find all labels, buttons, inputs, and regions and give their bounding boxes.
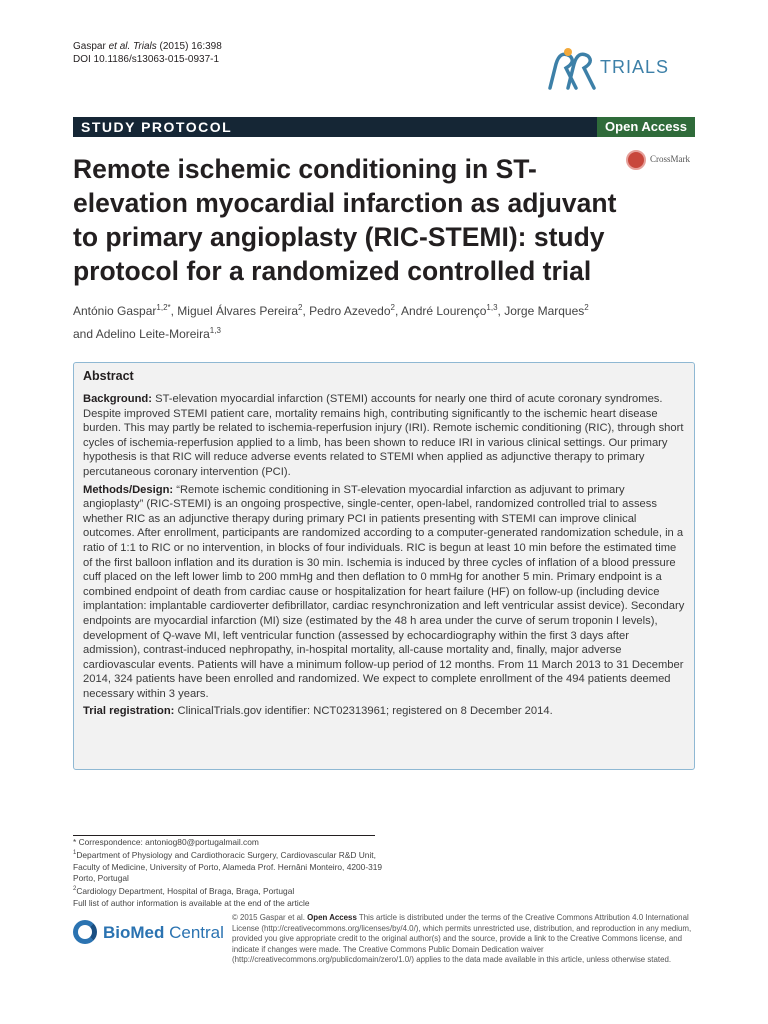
affiliation-2: $^2$Cardiology Department, Hospital of Braga, Braga, Portugal xyxy=(73,886,295,897)
author[interactable]: Jorge Marques$^2$ xyxy=(504,303,589,318)
author[interactable]: António Gaspar$^{1,2*}$ xyxy=(73,303,171,318)
abstract-body xyxy=(83,392,687,719)
license-text: © 2015 Gaspar et al. Open Access This article is distributed under the terms of the Creative Commons Attribution 4.0 International License (http://creativecommons.org/licenses/by/4.0/), which permits unrestricted use, distribution, and reproduction in any medium, provided you give appropriate credit to the original author(s) and the source, provide a link to the Creative Commons license, and indicate if changes were made. The Creative Commons Public Domain Dedication waiver (http://creativecommons.org/publicdomain/zero/1.0/) applies to the data made available in this article, unless otherwise stated. xyxy=(232,913,692,965)
article-type: STUDY PROTOCOL xyxy=(81,119,233,135)
biomed-central-icon xyxy=(73,920,97,944)
author-list: António Gaspar$^{1,2*}$, Miguel Álvares Pereira$^2$, Pedro Azevedo$^2$, André Lourenço$^{1,3}$, Jorge Marques$^2$ and Adelino Leite-Moreira$^{1,3}$ xyxy=(73,303,589,341)
footnote-divider xyxy=(73,835,375,836)
abstract-background: Background: ST-elevation myocardial infarction (STEMI) accounts for nearly one third of acute coronary syndromes. Despite improved STEMI patient care, mortality remains high, contributing significantly to the ischemic heart disease burden. This may partly be related to ischemia-reperfusion injury (IRI). Remote ischemic conditioning (RIC), through short cycles of ischemia-reperfusion applied to a limb, has been shown to reduce IRI in various clinical settings. Our primary hypothesis is that RIC will reduce adverse events related to STEMI when applied as adjunctive therapy to primary percutaneous coronary intervention (PCI). xyxy=(83,393,684,478)
biomed-central-logo xyxy=(73,916,223,950)
author[interactable]: Pedro Azevedo$^2$ xyxy=(309,303,395,318)
abstract-trial-registration: Trial registration: ClinicalTrials.gov identifier: NCT02313961; registered on 8 December 2014. xyxy=(83,705,553,718)
abstract-heading: Abstract xyxy=(83,369,134,383)
crossmark-label: CrossMark xyxy=(650,154,690,164)
affiliation-1: $^1$Department of Physiology and Cardiothoracic Surgery, Cardiovascular R&D Unit, Faculty of Medicine, University of Porto, Alameda Prof. Hernâni Monteiro, 4200-319 Porto, Portugal xyxy=(73,850,383,884)
author[interactable]: Adelino Leite-Moreira$^{1,3}$ xyxy=(95,326,221,341)
publisher-name: BioMed Central xyxy=(103,923,224,942)
open-access-badge: Open Access xyxy=(597,117,695,137)
author[interactable]: André Lourenço$^{1,3}$ xyxy=(401,303,498,318)
crossmark-button[interactable] xyxy=(626,150,716,172)
journal-name: TRIALS xyxy=(600,57,670,77)
footnotes xyxy=(73,837,383,909)
author[interactable]: Miguel Álvares Pereira$^2$ xyxy=(177,303,303,318)
author-info-note: Full list of author information is available at the end of the article xyxy=(73,897,310,908)
abstract-methods: Methods/Design: “Remote ischemic conditioning in ST-elevation myocardial infarction as adjuvant to primary angioplasty” (RIC-STEMI) is an ongoing prospective, single-center, open-label, randomized controlled trial to assess whether RIC as an adjunctive therapy during primary PCI in patients presenting with STEMI can improve clinical outcomes. After enrollment, participants are randomized according to a computer-generated randomization schedule, in a ratio of 1:1 to RIC or no intervention, in blocks of four individuals. RIC is begun at least 10 min before the estimated time of the first balloon inflation and its duration is 30 min. Ischemia is induced by three cycles of inflation of a blood pressure cuff placed on the left lower limb to 200 mmHg and then deflation to 0 mmHg for another 5 min. Primary endpoint is a combined endpoint of death from cardiac cause or hospitalization for heart failure (HF) on follow-up (including device implantation: implantable cardioverter defibrillator, cardiac resynchronization and left ventricular assist device). Secondary endpoints are myocardial infarction (MI) size (estimated by the 48 h area under the curve of serum troponin I levels), development of Q-wave MI, left ventricular function (assessed by echocardiography within the first 3 days after admission), contrast-induced nephropathy, in-hospital mortality, all-cause mortality and, finally, major adverse cardiovascular events. Patients will have a minimum follow-up period of 12 months. From 11 March 2013 to 31 December 2014, 324 patients have been enrolled and randomized. We expect to complete enrollment of the 494 patients deemed necessary within 3 years. xyxy=(83,483,685,700)
citation-header xyxy=(73,40,222,66)
correspondence[interactable]: * Correspondence: antoniog80@portugalmail.com xyxy=(73,837,259,847)
author-connector: and xyxy=(73,327,94,341)
article-type-banner xyxy=(73,117,695,137)
citation-line: Gaspar et al. Trials (2015) 16:398 xyxy=(73,41,222,52)
article-title: Remote ischemic conditioning in ST-elevation myocardial infarction as adjuvant to primary angioplasty (RIC-STEMI): study protocol for a randomized controlled trial xyxy=(73,154,617,286)
abstract-box xyxy=(73,362,695,770)
doi[interactable]: DOI 10.1186/s13063-015-0937-1 xyxy=(73,54,220,65)
